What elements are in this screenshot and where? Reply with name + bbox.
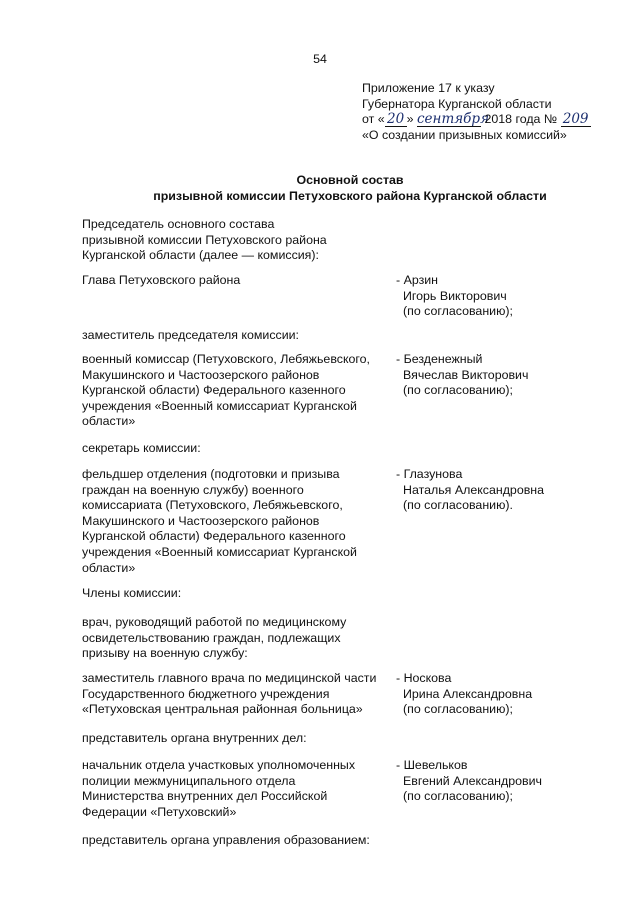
- position-line: Макушинского и Частоозерского районов: [82, 513, 320, 528]
- date-mid: »: [406, 112, 414, 127]
- intro-line: призывной комиссии Петуховского района: [82, 232, 327, 247]
- section-heading: заместитель председателя комиссии:: [82, 328, 299, 342]
- page-number: 54: [313, 52, 327, 66]
- section-heading: Члены комиссии:: [82, 586, 182, 600]
- person-name: - Шевельков: [396, 758, 468, 772]
- section-heading: призыву на военную службу:: [82, 646, 248, 661]
- document-title: [0, 173, 640, 204]
- position-line: Курганской области) Федерального казенного: [82, 529, 346, 544]
- person-name: - Безденежный: [396, 352, 483, 366]
- person-name: Ирина Александровна: [403, 686, 533, 701]
- head-position: [82, 273, 240, 289]
- appendix-date-line: [362, 112, 591, 128]
- position-line: комиссариата (Петуховского, Лебяжьевского,: [82, 498, 343, 513]
- person-name: - Арзин: [396, 273, 439, 287]
- position-line: военный комиссар (Петуховского, Лебяжьевского,: [82, 352, 370, 366]
- person-name: Вячеслав Викторович: [403, 367, 529, 382]
- education-heading: [82, 833, 370, 849]
- person-name: Игорь Викторович: [403, 288, 507, 303]
- person-note: (по согласованию);: [403, 789, 513, 804]
- person-name: Наталья Александровна: [403, 482, 545, 497]
- secretary-heading: [82, 441, 201, 457]
- secretary-person: [396, 467, 544, 514]
- deputy-person: [396, 352, 528, 399]
- deputy-position: [82, 352, 370, 430]
- person-note: (по согласованию);: [403, 383, 513, 398]
- position-line: полиции межмуниципального отдела: [82, 773, 296, 788]
- doctor-position: [82, 671, 376, 718]
- section-heading: секретарь комиссии:: [82, 441, 201, 455]
- appendix-line-4: «О создании призывных комиссий»: [362, 127, 567, 142]
- position-line: «Петуховская центральная районная больница»: [82, 702, 363, 717]
- section-heading: представитель органа управления образованием:: [82, 833, 370, 847]
- section-heading: врач, руководящий работой по медицинскому: [82, 615, 347, 629]
- person-name: Евгений Александрович: [403, 773, 542, 788]
- date-prefix: от «: [362, 112, 385, 127]
- position-line: области»: [82, 414, 136, 429]
- title-line-2: призывной комиссии Петуховского района Курганской области: [153, 188, 547, 203]
- position-line: начальник отдела участковых уполномоченных: [82, 758, 356, 772]
- position-line: фельдшер отделения (подготовки и призыва: [82, 467, 340, 481]
- position-line: Макушинского и Частоозерского районов: [82, 367, 320, 382]
- position-line: Министерства внутренних дел Российской: [82, 789, 328, 804]
- handwritten-month: сентября: [417, 111, 490, 128]
- person-note: (по согласованию);: [403, 702, 513, 717]
- section-heading: освидетельствованию граждан, подлежащих: [82, 630, 341, 645]
- appendix-line-1: Приложение 17 к указу: [362, 81, 495, 95]
- position-line: Курганской области) Федерального казенного: [82, 383, 346, 398]
- police-position: [82, 758, 355, 820]
- position-line: Глава Петуховского района: [82, 273, 241, 287]
- section-heading: представитель органа внутренних дел:: [82, 731, 307, 745]
- police-person: [396, 758, 542, 805]
- deputy-heading: [82, 328, 299, 344]
- position-line: заместитель главного врача по медицинской части: [82, 671, 377, 685]
- position-line: учреждения «Военный комиссариат Курганской: [82, 544, 357, 559]
- person-note: (по согласованию).: [403, 498, 513, 513]
- members-heading: [82, 586, 181, 602]
- person-name: - Глазунова: [396, 467, 463, 481]
- person-note: (по согласованию);: [403, 304, 513, 319]
- appendix-line-2: Губернатора Курганской области: [362, 96, 552, 111]
- doctor-heading: [82, 615, 346, 662]
- appendix-header: [362, 81, 591, 143]
- head-person: [396, 273, 513, 320]
- doctor-person: [396, 671, 532, 718]
- title-line-1: Основной состав: [296, 173, 404, 187]
- date-suffix: 2018 года №: [484, 112, 558, 127]
- intro-line: Курганской области (далее — комиссия):: [82, 248, 319, 263]
- position-line: Федерации «Петуховский»: [82, 804, 237, 819]
- intro-line: Председатель основного состава: [82, 217, 275, 231]
- handwritten-day: 20: [385, 113, 407, 127]
- position-line: учреждения «Военный комиссариат Курганской: [82, 398, 357, 413]
- position-line: области»: [82, 560, 136, 575]
- position-line: граждан на военную службу) военного: [82, 482, 304, 497]
- position-line: Государственного бюджетного учреждения: [82, 686, 330, 701]
- intro-text: [82, 217, 327, 264]
- handwritten-number: 209: [561, 113, 591, 127]
- police-heading: [82, 731, 307, 747]
- person-name: - Носкова: [396, 671, 452, 685]
- secretary-position: [82, 467, 357, 576]
